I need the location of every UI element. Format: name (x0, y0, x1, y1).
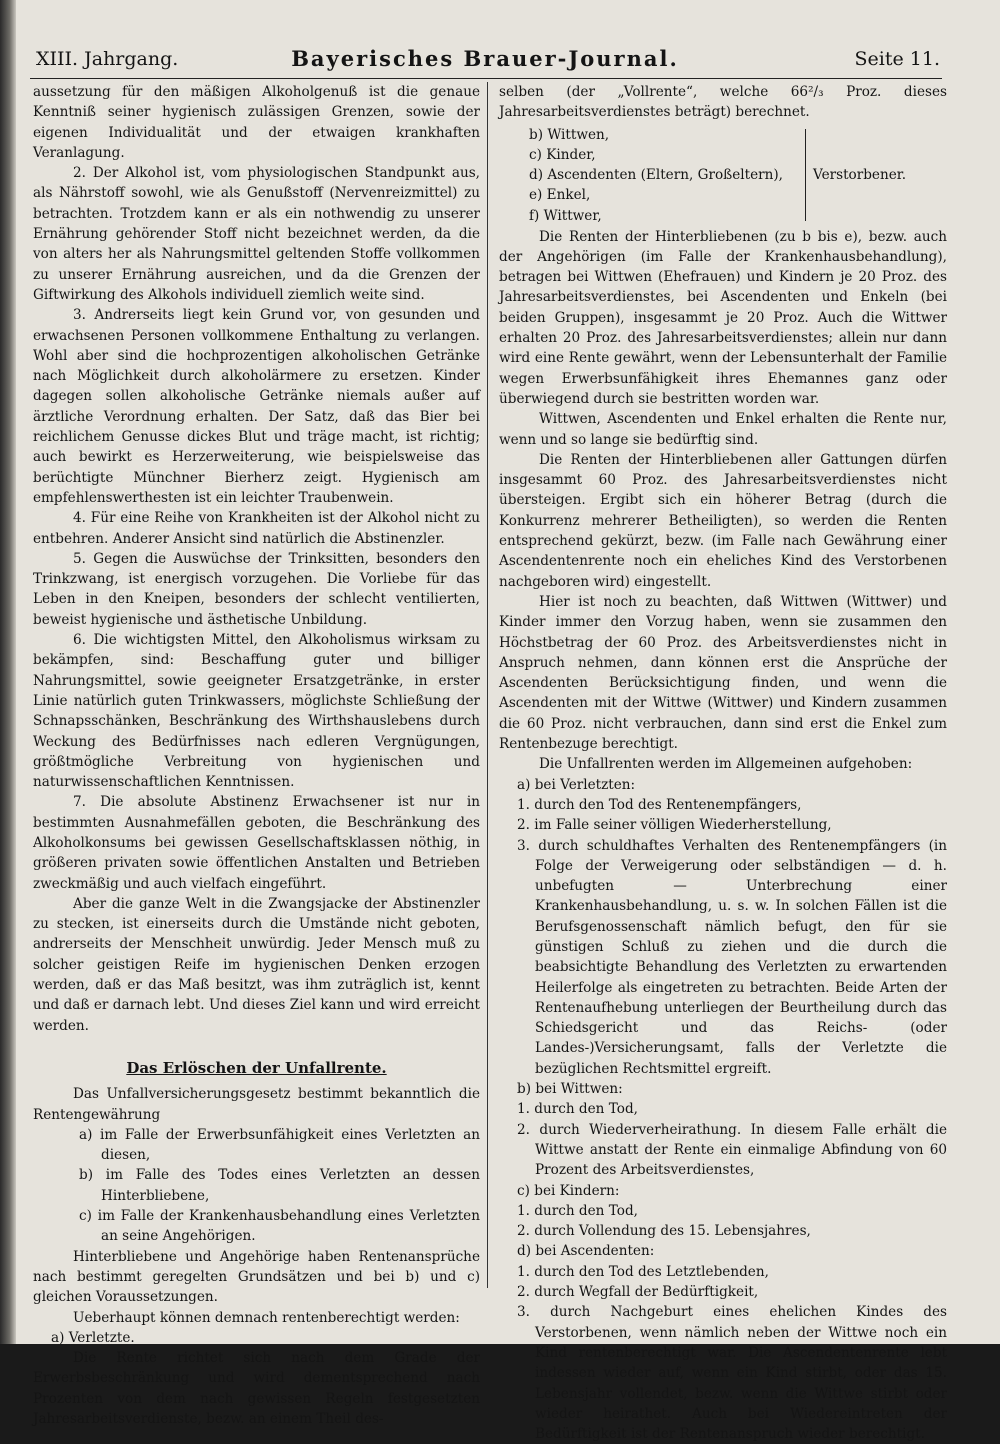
paragraph: selben (der „Vollrente“, welche 66²/₃ Proz. dieses Jahresarbeitsverdienstes beträgt) berechnet. (499, 84, 947, 121)
column-divider (487, 82, 488, 1288)
list-item: 3. durch schuldhaftes Verhalten des Rentenempfängers (in Folge der Verweigerung oder selbständigen — d. h. unbefugten — Unterbrechung einer Krankenhausbehandlung, u. s. w. In solchen Fällen ist die Berufsgenossenschaft nämlich befugt, den für sie günstigen Schluß zu ziehen und die durch die beabsichtigte Behandlung des Verletzten zu erwartenden Heilerfolge als eingetreten zu betrachten. Beide Arten der Rentenaufhebung unterliegen der Beurtheilung durch das Schiedsgericht und das Reichs- (oder Landes-)Versicherungsamt, falls der Verletzte die bezüglichen Rechtsmittel ergreift. (517, 837, 947, 1077)
page-binding-edge (0, 0, 16, 1344)
list-item: c) Kinder, (529, 146, 596, 163)
survivors-list (499, 125, 947, 225)
list-item: 2. durch Vollendung des 15. Lebensjahres, (517, 1223, 811, 1240)
paragraph: Hinterbliebene und Angehörige haben Rentenansprüche nach bestimmt geregelten Grundsätzen und bei b) und c) gleichen Voraussetzungen. (33, 1248, 480, 1306)
paragraph: Wittwen, Ascendenten und Enkel erhalten die Rente nur, wenn und so lange sie bedürftig sind. (499, 411, 947, 448)
list-item: 1. durch den Tod des Letztlebenden, (517, 1263, 769, 1280)
list-item: 2. im Falle seiner völligen Wiederherstellung, (517, 817, 832, 834)
list-item: 1. durch den Tod des Rentenempfängers, (517, 796, 802, 813)
list-item: 1. durch den Tod, (517, 1202, 638, 1219)
list-item: b) Wittwen, (529, 126, 610, 143)
list-heading: a) Verletzte. (51, 1329, 135, 1346)
list-item: e) Enkel, (529, 187, 591, 204)
paragraph: 2. Der Alkohol ist, vom physiologischen Standpunkt aus, als Nährstoff sowohl, wie als Genußstoff (Nervenreizmittel) zu betrachten. Trotzdem kann er als ein nothwendig zu unserer Ernährung gehörender Stoff nicht bezeichnet werden, da die von alters her als Nahrungsmittel geltenden Stoffe vollkommen zu unserer Ernährung ausreichen, und da die Grenzen der Giftwirkung des Alkohols individuell ziemlich weite sind. (33, 165, 480, 303)
brace-label: Verstorbener. (813, 166, 907, 183)
list-item: 2. durch Wiederverheirathung. In diesem Falle erhält die Wittwe anstatt der Rente ein einmalige Abfindung von 60 Prozent des Arbeitsverdienstes, (517, 1121, 947, 1179)
paragraph: aussetzung für den mäßigen Alkoholgenuß ist die genaue Kenntniß seiner hygienisch zulässigen Grenzen, sowie der eigenen Individualität und der etwaigen krankhaften Veranlagung. (33, 84, 480, 161)
journal-title: Bayerisches Brauer-Journal. (291, 46, 679, 71)
paragraph: 3. Andrerseits liegt kein Grund vor, von gesunden und erwachsenen Personen vollkommene Enthaltung zu verlangen. Wohl aber sind die hochprozentigen alkoholischen Getränke nach Möglichkeit durch alkoholärmere zu ersetzen. Kinder dagegen sollen alkoholische Getränke niemals außer auf ärztliche Verordnung erhalten. Der Satz, daß das Bier bei reichlichem Genusse dickes Blut und träge macht, ist richtig; auch bewirkt es Herzerweiterung, wie beispielsweise das berüchtigte Münchner Bierherz zeigt. Hygienisch am empfehlenswerthesten ist ein leichter Traubenwein. (33, 307, 480, 506)
right-column (499, 82, 947, 1444)
list-item: a) im Falle der Erwerbsunfähigkeit eines Verletzten an diesen, (79, 1126, 480, 1164)
paragraph: Die Unfallrenten werden im Allgemeinen aufgehoben: (539, 756, 913, 773)
list-item: 1. durch den Tod, (517, 1101, 638, 1118)
paragraph: Die Renten der Hinterbliebenen aller Gattungen dürfen insgesammt 60 Proz. des Jahresarbeitsverdienstes nicht übersteigen. Ergibt sich ein höherer Betrag (durch die Konkurrenz mehrerer Betheiligten), so werden die Renten entsprechend gekürzt, bezw. (im Falle nach Gewährung einer Ascendentenrente noch ein eheliches Kind des Verstorbenen nachgeboren wird) eingestellt. (499, 451, 947, 590)
list-item: b) im Falle des Todes eines Verletzten an dessen Hinterbliebene, (79, 1167, 480, 1204)
list-item: 3. durch Nachgeburt eines ehelichen Kindes des Verstorbenen, wenn nämlich neben der Wittwe noch ein Kind rentenberechtigt war. Die Ascendentenrente lebt indessen wieder auf, wenn ein Kind stirbt, oder das 15. Lebensjahr vollendet, bezw. wenn die Wittwe stirbt oder wieder heirathet. Auch bei Wiedereintreten der Bedürftigkeit ist der Rentenanspruch wieder berechtigt. (517, 1304, 947, 1443)
paragraph: Die Renten der Hinterbliebenen (zu b bis e), bezw. auch der Angehörigen (im Falle der Krankenhausbehandlung), betragen bei Wittwen (Ehefrauen) und Kindern je 20 Proz. des Jahresarbeitsverdienstes, bei Ascendenten und Enkeln (bei beiden Gruppen), insgesammt je 20 Proz. Auch die Wittwer erhalten 20 Proz. des Jahresarbeitsverdienstes; allein nur dann wird eine Rente gewährt, wenn der Lebensunterhalt der Familie wegen Erwerbsunfähigkeit ihres Ehemannes ganz oder überwiegend durch sie bestritten worden war. (499, 228, 947, 407)
paragraph: 5. Gegen die Auswüchse der Trinksitten, besonders den Trinkzwang, ist energisch vorzugehen. Die Vorliebe für das Leben in den Kneipen, besonders der schlecht ventilierten, beweist hygienische und ästhetische Unbildung. (33, 550, 480, 628)
paragraph: 4. Für eine Reihe von Krankheiten ist der Alkohol nicht zu entbehren. Anderer Ansicht sind natürlich die Abstinenzler. (33, 510, 480, 547)
paragraph: 6. Die wichtigsten Mittel, den Alkoholismus wirksam zu bekämpfen, sind: Beschaffung guter und billiger Nahrungsmittel, sowie geeigneter Ersatzgetränke, in erster Linie natürlich guten Trinkwassers, möglichste Schließung der Schnapsschänken, Beschränkung des Wirthshauslebens durch Weckung des Bedürfnisses nach edleren Vergnügungen, größtmögliche Verbreitung von hygienischen und naturwissenschaftlichen Kenntnissen. (33, 632, 480, 791)
header-rule (30, 78, 942, 79)
paragraph: Das Unfallversicherungsgesetz bestimmt bekanntlich die Rentengewährung (33, 1086, 480, 1123)
list-heading: b) bei Wittwen: (517, 1081, 623, 1098)
section-heading: Das Erlöschen der Unfallrente. (126, 1058, 387, 1077)
brace-mark (799, 129, 806, 221)
paragraph: Ueberhaupt können demnach rentenberechtigt werden: (73, 1309, 460, 1326)
list-item: c) im Falle der Krankenhausbehandlung eines Verletzten an seine Angehörigen. (79, 1208, 480, 1245)
list-item: f) Wittwer, (529, 207, 602, 224)
paragraph: Hier ist noch zu beachten, daß Wittwen (Wittwer) und Kinder immer den Vorzug haben, wenn sie zusammen den Höchstbetrag der 60 Proz. des Arbeitsverdienstes nicht in Anspruch nehmen, dann können erst die Ansprüche der Ascendenten Berücksichtigung finden, und wenn die Ascendenten mit der Wittwe (Wittwer) und Kindern zusammen die 60 Proz. nicht verbrauchen, dann sind erst die Enkel zum Rentenbezuge berechtigt. (499, 593, 947, 753)
paragraph: Aber die ganze Welt in die Zwangsjacke der Abstinenzler zu stecken, ist einerseits durch die Umstände nicht geboten, andrerseits der Menschheit unwürdig. Jeder Mensch muß zu solcher geistigen Reife im hygienischen Denken erzogen werden, daß er das Maß besitzt, was ihm zuträglich ist, kennt und daß er darnach lebt. Und dieses Ziel kann und wird erreicht werden. (33, 895, 480, 1034)
page-header (30, 44, 940, 74)
left-column (33, 82, 480, 1429)
page-number: Seite 11. (854, 48, 940, 70)
list-heading: d) bei Ascendenten: (517, 1243, 655, 1260)
paragraph: Die Rente richtet sich nach dem Grade der Erwerbsbeschränkung und wird dementsprechend nach Prozenten von dem nach gewissen Regeln festgesetzten Jahresarbeitsverdienste, bezw. an einem Theil des- (33, 1350, 480, 1427)
paragraph: 7. Die absolute Abstinenz Erwachsener ist nur in bestimmten Ausnahmefällen geboten, die Beschränkung des Alkoholkonsums bei gewissen Gesellschaftsklassen nöthig, in größeren privaten sowie öffentlichen Anstalten und Betrieben zweckmäßig und auch vielfach eingeführt. (33, 794, 480, 892)
list-heading: a) bei Verletzten: (517, 776, 636, 793)
volume-label: XIII. Jahrgang. (36, 48, 179, 70)
list-heading: c) bei Kindern: (517, 1182, 620, 1199)
list-item: 2. durch Wegfall der Bedürftigkeit, (517, 1284, 759, 1301)
list-item: d) Ascendenten (Eltern, Großeltern), (529, 167, 783, 184)
